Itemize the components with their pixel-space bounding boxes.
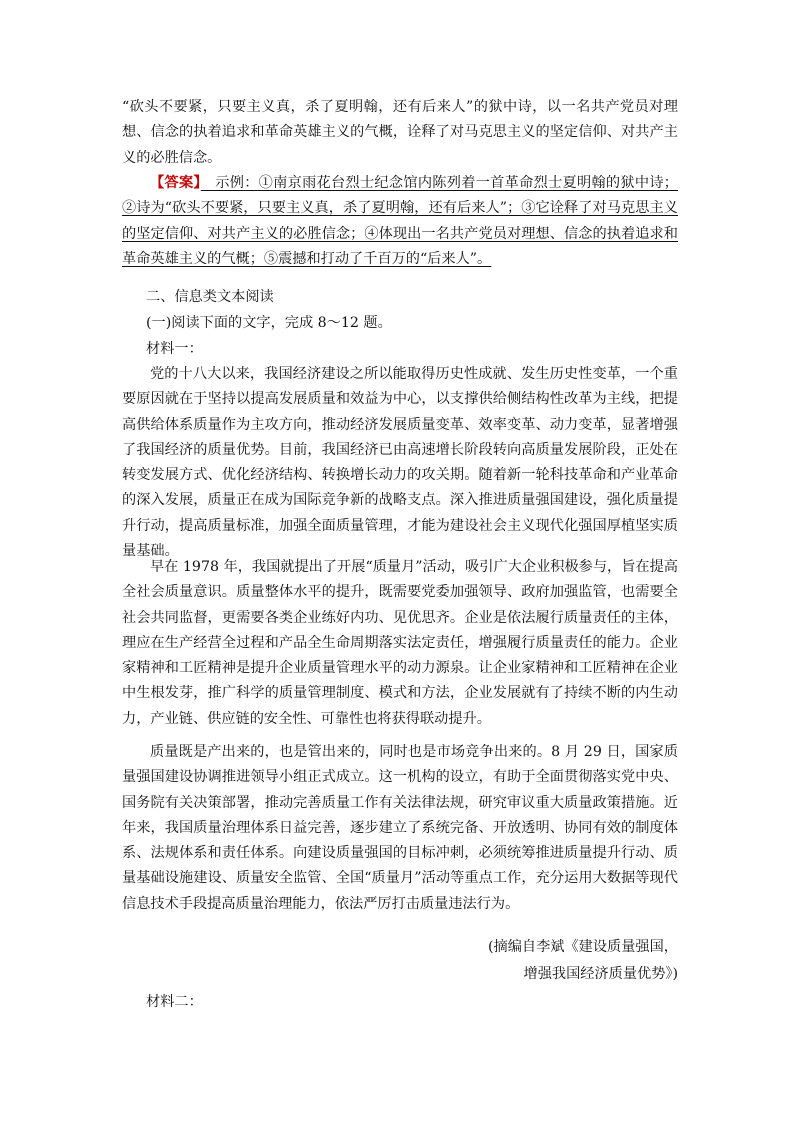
material1-paragraph-1: 党的十八大以来，我国经济建设之所以能取得历史性成就、发生历史性变革，一个重要原因就在于坚持以提高发展质量和效益为中心，以支撑供给侧结构性改革为主线，把提高供给体系质量作为主攻方向，推动经济发展质量变革、效率变革、动力变革，显著增强了我国经济的质量优势。目前，我国经济已由高速增长阶段转向高质量发展阶段，正处在转变发展方式、优化经济结构、转换增长动力的攻关期。随着新一轮科技革命和产业革命的深入发展，质量正在成为国际竞争新的战略支点。深入推进质量强国建设，强化质量提升行动，提高质量标准，加强全面质量管理，才能为建设社会主义现代化强国厚植坚实质量基础。 bbox=[122, 366, 678, 560]
reading-instruction: (一)阅读下面的文字，完成 8～12 题。 bbox=[146, 315, 392, 331]
answer-tag: 【答案】 bbox=[150, 175, 201, 191]
intro-paragraph: “砍头不要紧，只要主义真，杀了夏明翰，还有后来人”的狱中诗，以一名共产党员对理想、信念的执着追求和革命英雄主义的气概，诠释了对马克思主义的坚定信仰、对共产主义的必胜信念。 bbox=[122, 99, 678, 166]
answer-body: 示例：①南京雨花台烈士纪念馆内陈列着一首革命烈士夏明翰的狱中诗；②诗为“砍头不要紧，只要主义真，杀了夏明翰，还有后来人”；③它诠释了对马克思主义的坚定信仰、对共产主义的必胜信念；④体现出一名共产党员对理想、信念的执着追求和革命英雄主义的气概；⑤震撼和打动了千百万的“后来人”。 bbox=[122, 175, 678, 267]
section-heading: 二、信息类文本阅读 bbox=[146, 289, 274, 305]
material1-paragraph-3: 质量既是产出来的，也是管出来的，同时也是市场竞争出来的。8 月 29 日，国家质量强国建设协调推进领导小组正式成立。这一机构的设立，有助于全面贯彻落实党中央、国务院有关决策部署，推动完善质量工作有关法律法规，研究审议重大质量政策措施。近年来，我国质量治理体系日益完善，逐步建立了系统完备、开放透明、协同有效的制度体系、法规体系和责任体系。向建设质量强国的目标冲刺，必须统筹推进质量提升行动、质量基础设施建设、质量安全监管、全国“质量月”活动等重点工作，充分运用大数据等现代信息技术手段提高质量治理能力，依法严厉打击质量违法行为。 bbox=[122, 744, 678, 912]
material1-paragraph-2: 早在 1978 年，我国就提出了开展“质量月”活动，吸引广大企业积极参与，旨在提高全社会质量意识。质量整体水平的提升，既需要党委加强领导、政府加强监管，也需要全社会共同监督，更需要各类企业练好内功、见优思齐。企业是依法履行质量责任的主体，理应在生产经营全过程和产品全生命周期落实法定责任，增强履行质量责任的能力。企业家精神和工匠精神是提升企业质量管理水平的动力源泉。让企业家精神和工匠精神在企业中生根发芽，推广科学的质量管理制度、模式和方法，企业发展就有了持续不断的内生动力，产业链、供应链的安全性、可靠性也将获得联动提升。 bbox=[122, 559, 678, 727]
source-citation-line2: 增强我国经济质量优势》) bbox=[523, 966, 678, 982]
material1-label: 材料一： bbox=[146, 341, 203, 357]
source-citation-line1: (摘编自李斌《建设质量强国， bbox=[488, 939, 678, 955]
material2-label: 材料二： bbox=[146, 994, 203, 1010]
answer-paragraph bbox=[122, 171, 678, 272]
